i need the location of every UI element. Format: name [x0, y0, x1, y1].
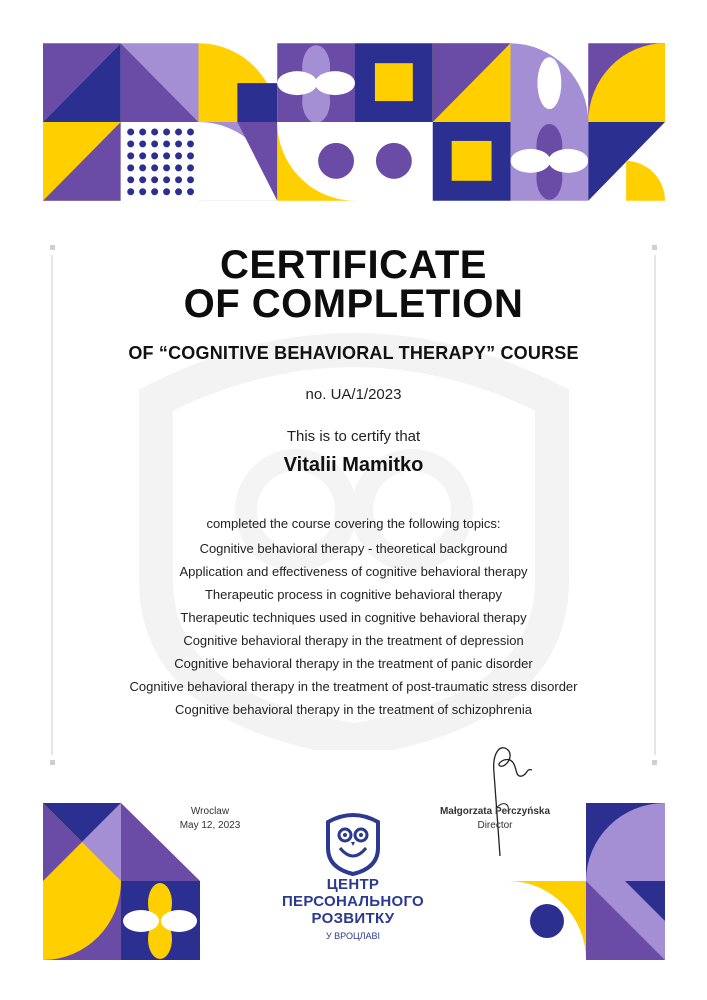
org-line-3: РОЗВИТКУ	[311, 910, 395, 927]
title-line-1: CERTIFICATE	[220, 243, 487, 287]
title-line-2: OF COMPLETION	[183, 282, 524, 326]
signer-name: Małgorzata Perczyńska	[439, 806, 551, 817]
date: May 12, 2023	[179, 820, 241, 831]
organization-location: У ВРОЦЛАВІ	[325, 931, 381, 941]
list-item: Cognitive behavioral therapy in the treatment of panic disorder	[174, 656, 533, 671]
signer-block	[420, 805, 570, 833]
list-item: Cognitive behavioral therapy in the treatment of post-traumatic stress disorder	[129, 679, 578, 694]
list-item: Application and effectiveness of cognitive behavioral therapy	[179, 564, 528, 579]
place: Wroclaw	[190, 806, 230, 817]
list-item: Cognitive behavioral therapy - theoretical background	[199, 541, 508, 556]
place-date	[150, 805, 270, 833]
list-item: Cognitive behavioral therapy in the treatment of schizophrenia	[175, 702, 532, 717]
certificate-title	[0, 243, 707, 326]
org-line-2: ПЕРСОНАЛЬНОГО	[281, 893, 425, 910]
org-line-1: ЦЕНТР	[326, 876, 380, 893]
organization-name	[253, 876, 453, 927]
owl-shield-logo	[322, 808, 384, 876]
signer-title: Director	[477, 820, 513, 831]
course-subtitle: OF “COGNITIVE BEHAVIORAL THERAPY” COURSE	[128, 343, 579, 363]
list-item: Cognitive behavioral therapy in the treatment of depression	[183, 633, 524, 648]
certify-text: This is to certify that	[286, 428, 421, 445]
geometric-banner	[43, 43, 665, 201]
list-item: Therapeutic techniques used in cognitive behavioral therapy	[180, 610, 527, 625]
list-item: Therapeutic process in cognitive behavioral therapy	[204, 587, 502, 602]
topics-list	[0, 537, 707, 721]
topics-intro: completed the course covering the following topics:	[206, 516, 501, 531]
signature-image	[470, 738, 540, 860]
certificate-number: no. UA/1/2023	[305, 386, 402, 403]
recipient-name: Vitalii Mamitko	[283, 454, 424, 476]
